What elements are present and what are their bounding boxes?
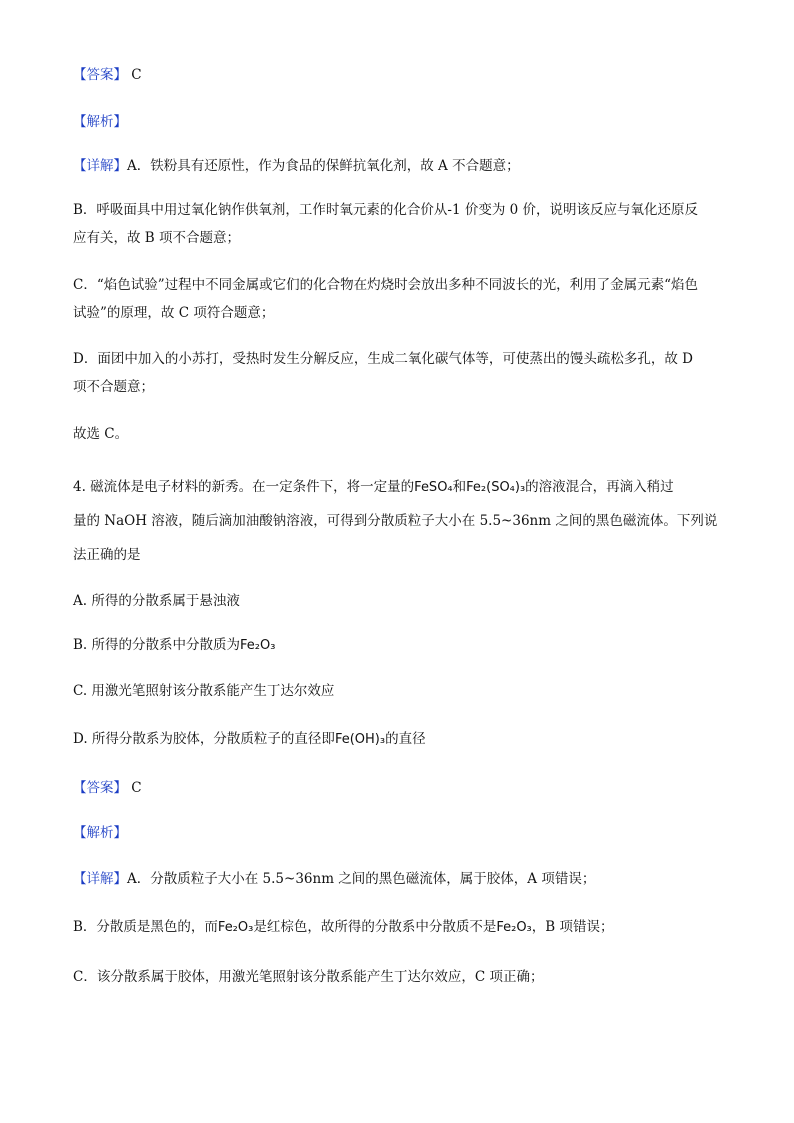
q4-option-b xyxy=(73,636,734,655)
q4-answer-line xyxy=(73,779,734,797)
q3-detail-c-line1: C．“焰色试验”过程中不同金属或它们的化合物在灼烧时会放出多种不同波长的光，利用了金属元素“焰色 xyxy=(73,277,699,293)
answer-tag: 【答案】 xyxy=(73,67,127,83)
q4-stem-part1: 4. 磁流体是电子材料的新秀。在一定条件下，将一定量的 xyxy=(73,479,415,495)
option-d-formula: Fe(OH)₃ xyxy=(334,732,386,747)
q4-analysis-line xyxy=(73,824,734,842)
answer-value: C xyxy=(131,780,142,796)
q3-detail-d-line2: 项不合题意； xyxy=(73,379,154,395)
detail-tag: 【详解】 xyxy=(73,158,127,174)
q4-option-a: A. 所得的分散系属于悬浊液 xyxy=(73,593,240,609)
answer-value: C xyxy=(131,67,142,83)
q3-detail-a xyxy=(73,157,734,175)
q3-analysis-line xyxy=(73,113,734,131)
option-b-formula: Fe₂O₃ xyxy=(240,638,276,653)
option-b-text: B. 所得的分散系中分散质为 xyxy=(73,637,241,653)
analysis-tag: 【解析】 xyxy=(73,114,127,130)
q4-option-c: C. 用激光笔照射该分散系能产生丁达尔效应 xyxy=(73,683,335,699)
q4-stem-line2: 量的 NaOH 溶液，随后滴加油酸钠溶液，可得到分散质粒子大小在 5.5~36nm 之间的黑色磁流体。下列说 xyxy=(73,513,718,529)
q4-stem-and: 和 xyxy=(452,479,467,495)
detail-a-text: A．分散质粒子大小在 5.5~36nm 之间的黑色磁流体，属于胶体，A 项错误； xyxy=(127,871,596,887)
detail-a-text: A．铁粉具有还原性，作为食品的保鲜抗氧化剂，故 A 不合题意； xyxy=(127,158,520,174)
detail-b-part3: ，B 项错误； xyxy=(531,919,614,935)
detail-b-formula1: Fe₂O₃ xyxy=(217,920,254,935)
detail-b-part2: 是红棕色，故所得的分散系中分散质不是 xyxy=(253,919,497,935)
formula-fe2so43: Fe₂(SO₄)₃ xyxy=(466,480,526,495)
q4-detail-a xyxy=(73,870,734,888)
detail-b-formula2: Fe₂O₃ xyxy=(496,920,532,935)
option-d-end: 的直径 xyxy=(385,731,426,747)
q3-detail-c-line2: 试验”的原理，故 C 项符合题意； xyxy=(73,305,275,321)
q3-detail-b-line2: 应有关，故 B 项不合题意； xyxy=(73,230,241,246)
q4-stem-line1 xyxy=(73,478,734,497)
q4-stem-line3: 法正确的是 xyxy=(73,547,141,563)
q4-detail-b xyxy=(73,918,734,937)
q3-answer-line xyxy=(73,66,734,84)
formula-feso4: FeSO₄ xyxy=(414,480,453,495)
detail-tag: 【详解】 xyxy=(73,871,127,887)
q4-detail-c: C．该分散系属于胶体，用激光笔照射该分散系能产生丁达尔效应，C 项正确； xyxy=(73,969,544,985)
q4-stem-part2: 的溶液混合，再滴入稍过 xyxy=(525,479,674,495)
answer-tag: 【答案】 xyxy=(73,780,127,796)
q4-option-d xyxy=(73,730,734,749)
option-d-text: D. 所得分散系为胶体，分散质粒子的直径即 xyxy=(73,731,335,747)
q3-detail-b-line1: B．呼吸面具中用过氧化钠作供氧剂，工作时氧元素的化合价从-1 价变为 0 价，说明该反应与氧化还原反 xyxy=(73,202,699,218)
analysis-tag: 【解析】 xyxy=(73,825,127,841)
detail-b-part1: B．分散质是黑色的，而 xyxy=(73,919,218,935)
q3-detail-d-line1: D．面团中加入的小苏打，受热时发生分解反应，生成二氧化碳气体等，可使蒸出的馒头疏松多孔，故 D xyxy=(73,351,693,367)
q3-conclusion: 故选 C。 xyxy=(73,426,129,442)
